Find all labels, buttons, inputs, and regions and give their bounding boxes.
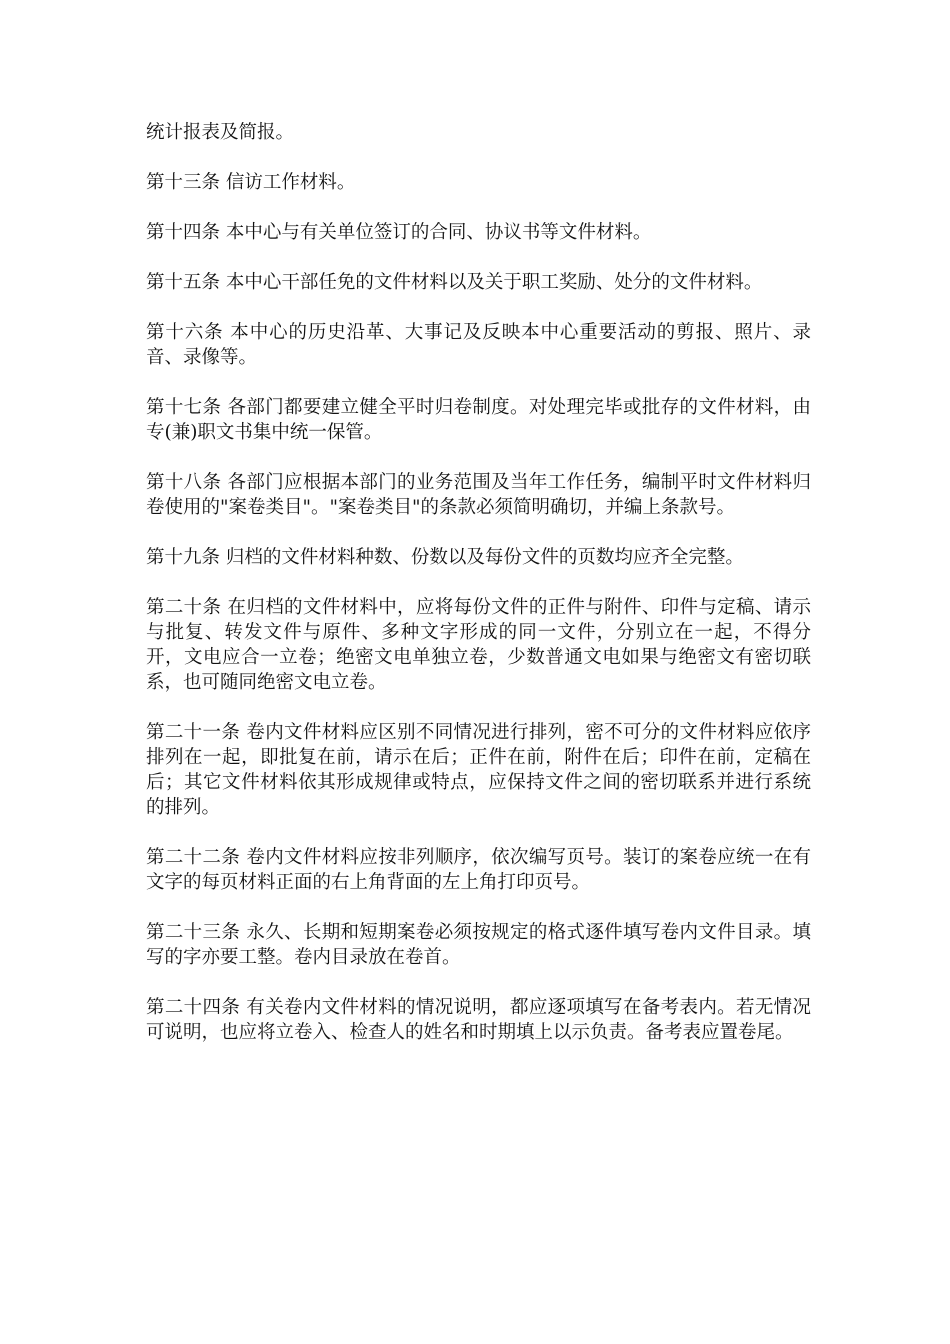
- article-20: 第二十条 在归档的文件材料中，应将每份文件的正件与附件、印件与定稿、请示与批复、转发文件与原件、多种文字形成的同一文件，分别立在一起，不得分开，文电应合一立卷；绝密文电单独立卷，少数普通文电如果与绝密文有密切联系，也可随同绝密文电立卷。: [146, 597, 811, 693]
- article-15: 第十五条 本中心干部任免的文件材料以及关于职工奖励、处分的文件材料。: [146, 272, 763, 293]
- article-18: 第十八条 各部门应根据本部门的业务范围及当年工作任务，编制平时文件材料归卷使用的"案卷类目"。"案卷类目"的条款必须简明确切，并编上条款号。: [146, 472, 811, 518]
- article-14: 第十四条 本中心与有关单位签订的合同、协议书等文件材料。: [146, 222, 652, 243]
- article-17: 第十七条 各部门都要建立健全平时归卷制度。对处理完毕或批存的文件材料，由专(兼)职文书集中统一保管。: [146, 397, 811, 443]
- article-22: 第二十二条 卷内文件材料应按非列顺序，依次编写页号。装订的案卷应统一在有文字的每页材料正面的右上角背面的左上角打印页号。: [146, 847, 811, 893]
- paragraph-continuation: 统计报表及简报。: [146, 122, 295, 143]
- article-13: 第十三条 信访工作材料。: [146, 172, 356, 193]
- article-19: 第十九条 归档的文件材料种数、份数以及每份文件的页数均应齐全完整。: [146, 547, 744, 568]
- article-24: 第二十四条 有关卷内文件材料的情况说明，都应逐项填写在备考表内。若无情况可说明，也应将立卷入、检查人的姓名和时期填上以示负责。备考表应置卷尾。: [146, 997, 811, 1043]
- article-21: 第二十一条 卷内文件材料应区别不同情况进行排列，密不可分的文件材料应依序排列在一起，即批复在前，请示在后；正件在前，附件在后；印件在前，定稿在后；其它文件材料依其形成规律或特点，应保持文件之间的密切联系并进行系统的排列。: [146, 722, 811, 818]
- article-16: 第十六条 本中心的历史沿革、大事记及反映本中心重要活动的剪报、照片、录音、录像等。: [146, 322, 811, 368]
- document-body: [146, 120, 811, 1045]
- article-23: 第二十三条 永久、长期和短期案卷必须按规定的格式逐件填写卷内文件目录。填写的字亦要工整。卷内目录放在卷首。: [146, 922, 811, 968]
